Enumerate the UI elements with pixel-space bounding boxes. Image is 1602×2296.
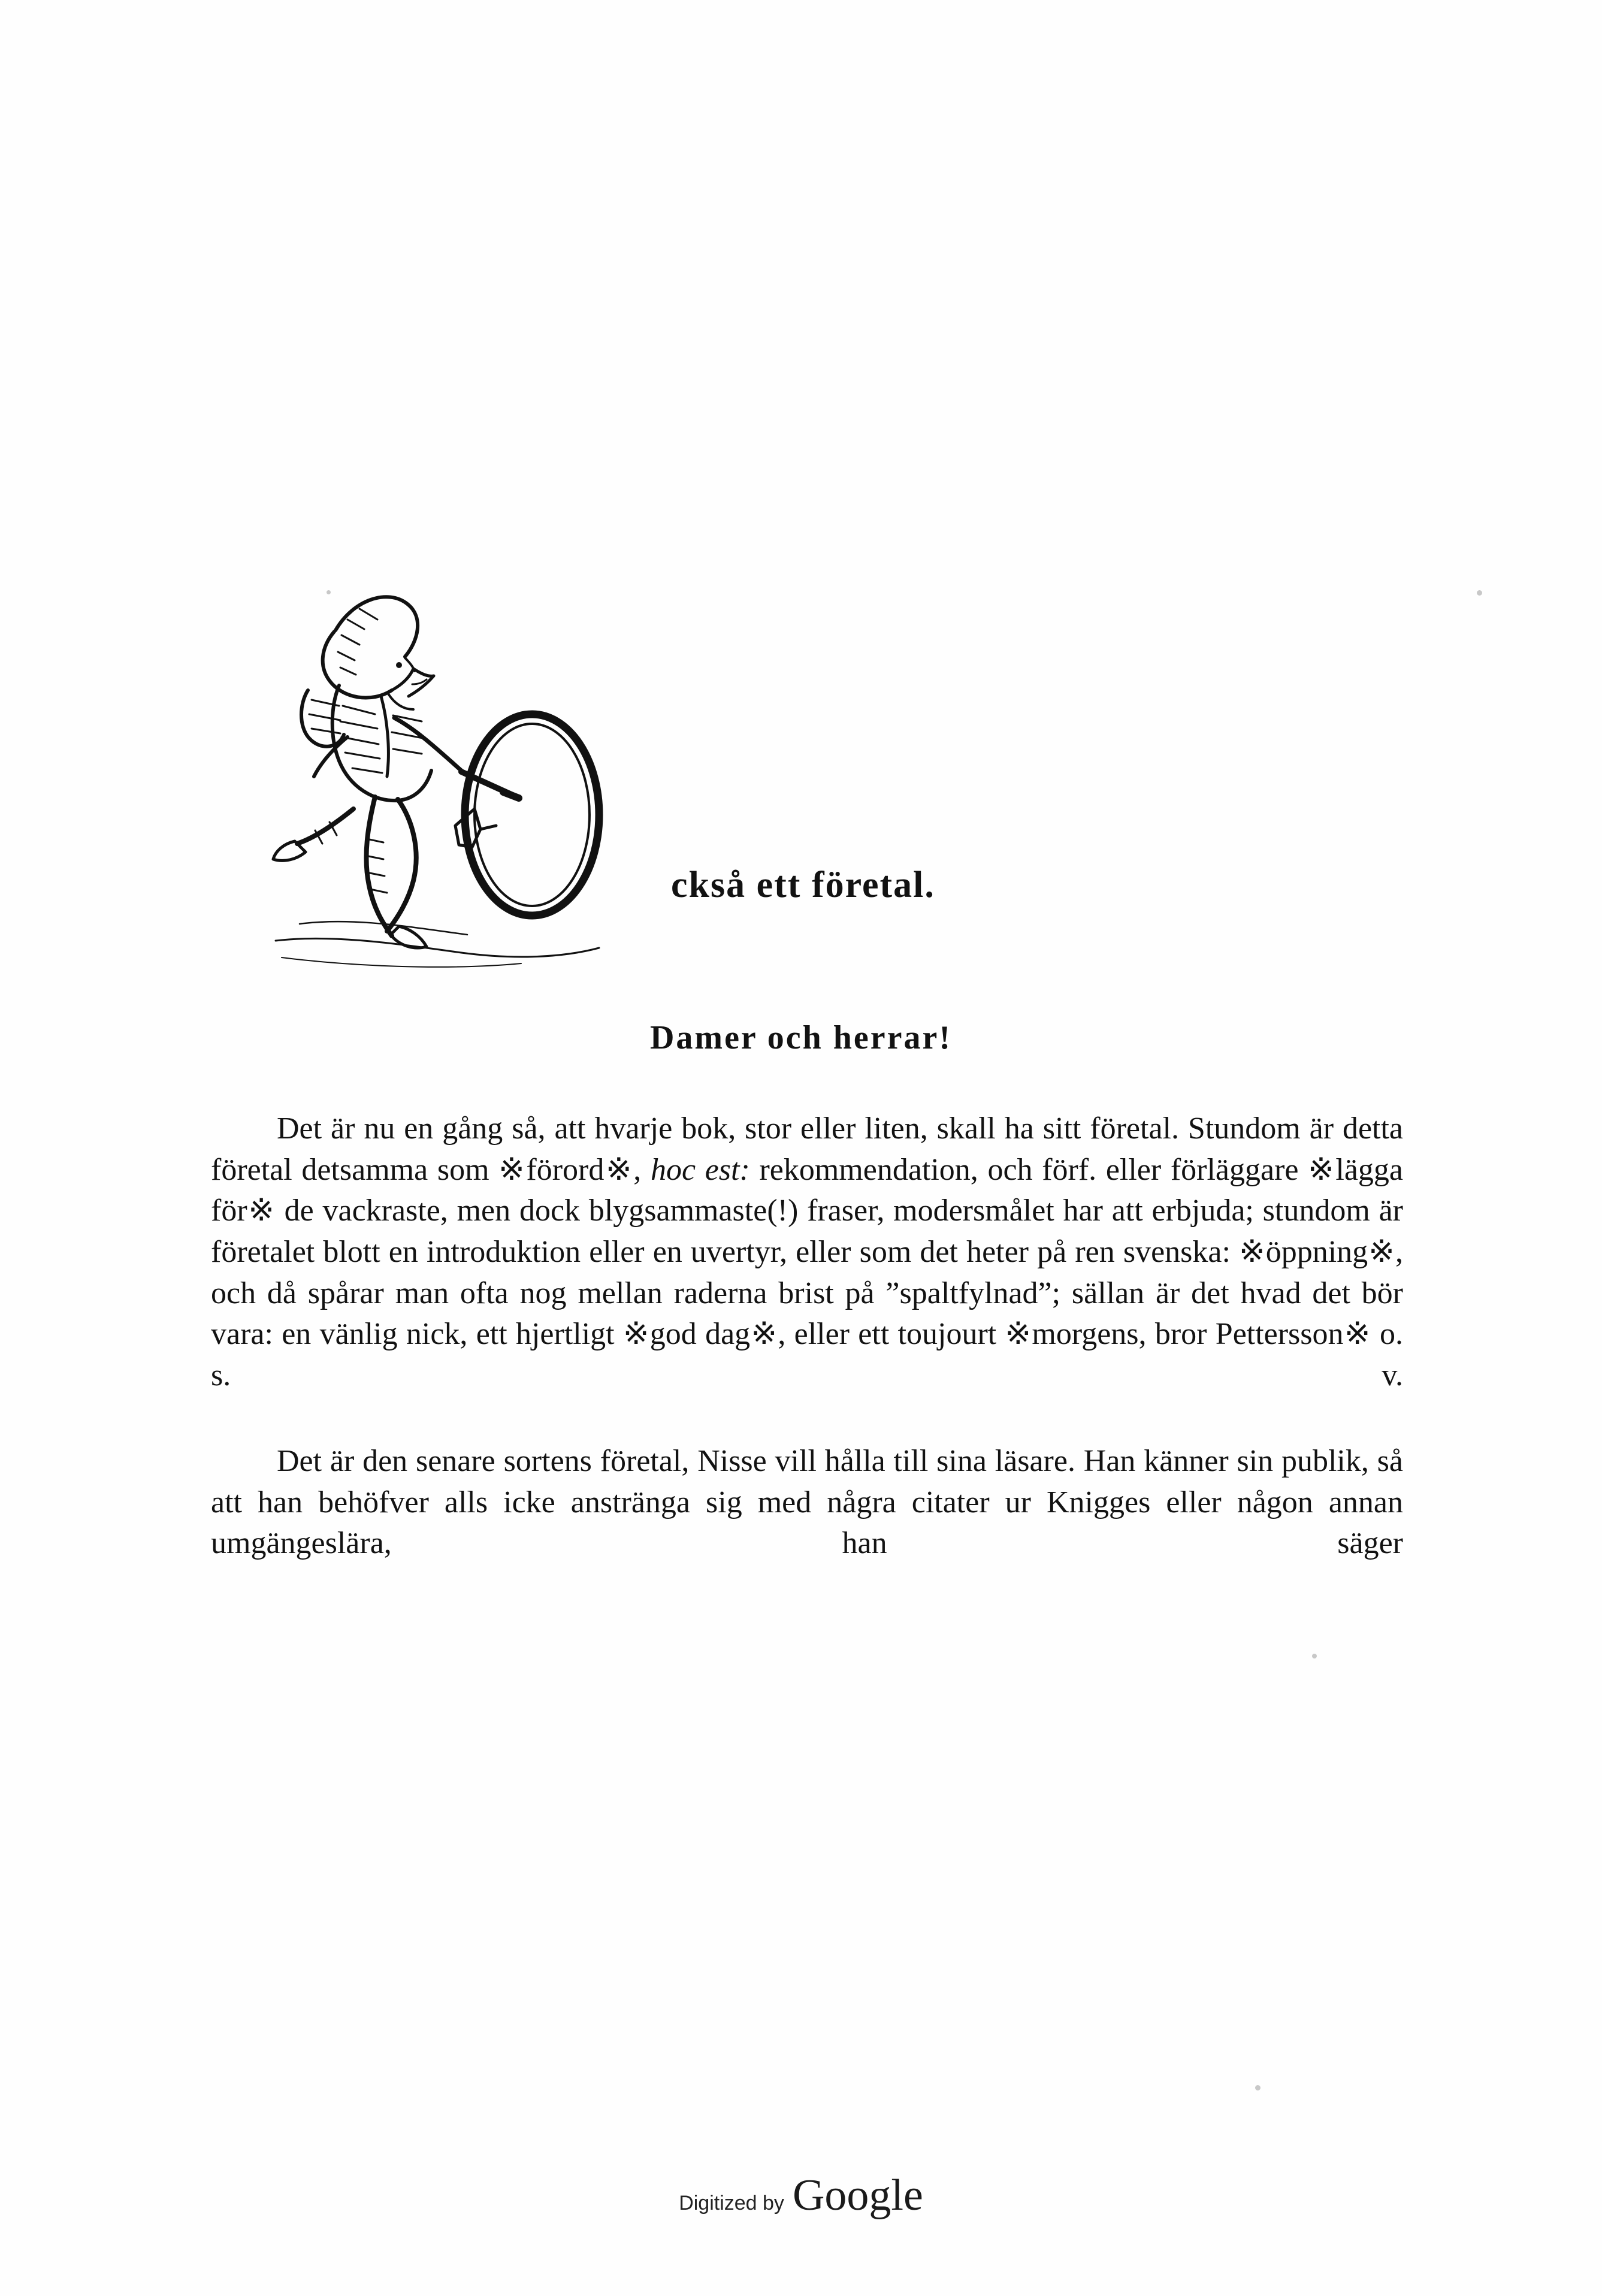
- scan-speck: [1255, 2085, 1261, 2090]
- paragraph-1-run-2-italic: hoc est:: [650, 1152, 750, 1187]
- digitized-label: Digitized by: [679, 2192, 784, 2215]
- body-text: [211, 1108, 1403, 1606]
- paragraph-2-run-1: Det är den senare sortens företal, Nisse vill hålla till sina läsare. Han känner sin publik, så att han behöfver alls icke anstränga sig med några citater ur Knigges eller någon annan umgängeslära, han säger: [211, 1444, 1403, 1561]
- google-wordmark: Google: [792, 2171, 923, 2220]
- paragraph-1: [211, 1108, 1403, 1437]
- scan-speck: [1477, 590, 1482, 596]
- chapter-headpiece: [0, 557, 1602, 1013]
- footer-inner: [679, 2170, 923, 2221]
- chapter-title: ckså ett företal.: [671, 865, 935, 905]
- chapter-subtitle: Damer och herrar!: [649, 1019, 952, 1056]
- scan-speck: [327, 590, 331, 594]
- paragraph-2: [211, 1441, 1403, 1606]
- paragraph-1-run-1: Det är nu en gång så, att hvarje bok, stor eller liten, skall ha sitt företal. Stundom är detta företal detsamma som ※förord※,: [211, 1111, 1403, 1187]
- scan-speck: [1312, 1654, 1317, 1658]
- paragraph-1-run-3: rekommendation, och förf. eller förläggare ※lägga för※ de vackraste, men dock blygsammaste(!) fraser, modersmålet har att erbjuda; stundom är företalet blott en introduktion eller en uvertyr, eller som det heter på ren svenska: ※öppning※, och då spårar man ofta nog mellan raderna brist på ”spaltfylnad”; sällan är det hvad det bör vara: en vänlig nick, ett hjertligt ※god dag※, eller ett toujourt ※morgens, bror Pettersson※ o. s. v.: [211, 1152, 1404, 1392]
- digitized-by-footer: [0, 2170, 1602, 2224]
- running-gnome-with-hoop-illustration: [264, 557, 719, 989]
